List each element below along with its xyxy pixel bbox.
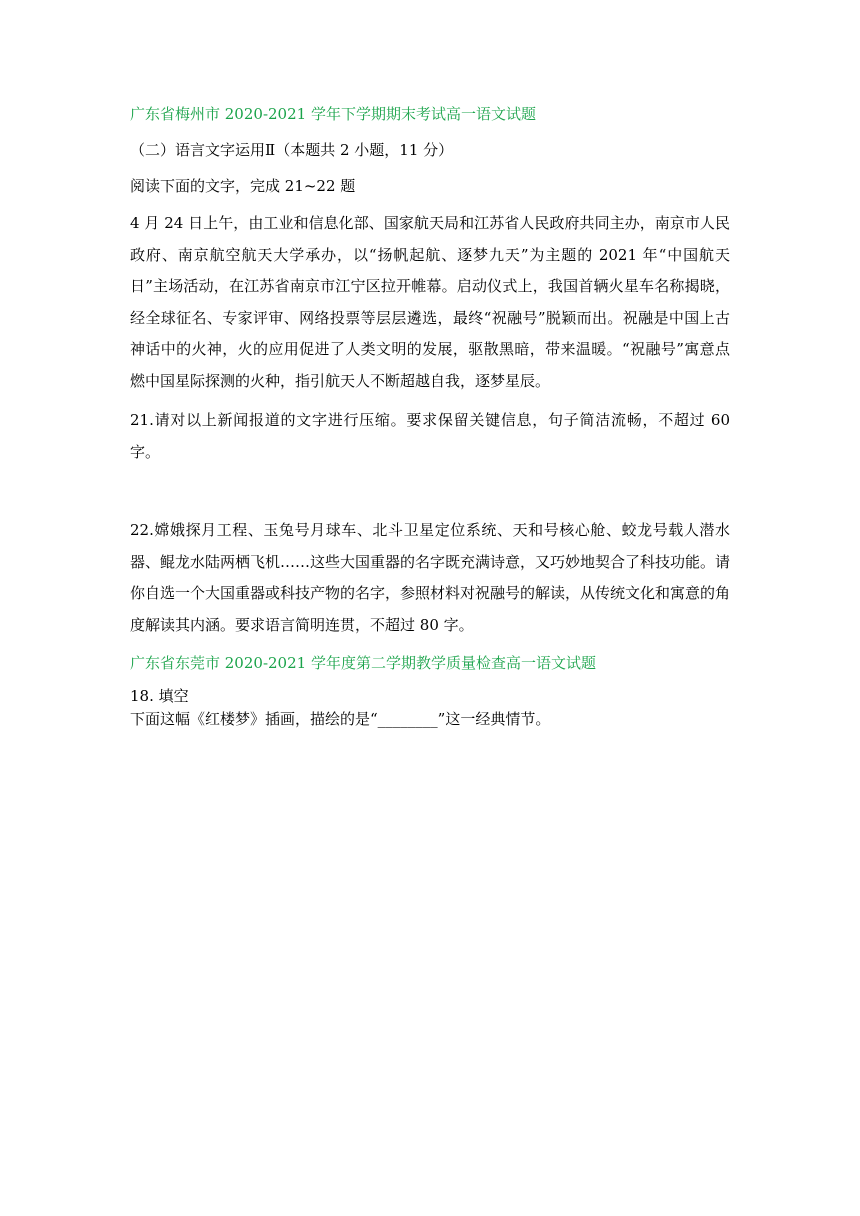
source-title-dongguan: 广东省东莞市 2020-2021 学年度第二学期教学质量检查高一语文试题 <box>130 654 596 672</box>
question-18-label: 18. 填空 <box>130 687 189 705</box>
spacer <box>130 128 730 136</box>
answer-space <box>130 468 730 515</box>
news-passage: 4 月 24 日上午，由工业和信息化部、国家航天局和江苏省人民政府共同主办，南京市人民政府、南京航空航天大学承办，以“扬帆起航、逐梦九天”为主题的 2021 年“中国航天日”主场活动，在江苏省南京市江宁区拉开帷幕。启动仪式上，我国首辆火星车名称揭晓，经全球征名、专家评审、网络投票等层层遴选，最终“祝融号”脱颖而出。祝融是中国上古神话中的火神，火的应用促进了人类文明的发展，驱散黑暗，带来温暖。“祝融号”寓意点燃中国星际探测的火种，指引航天人不断超越自我，逐梦星辰。 <box>130 214 730 390</box>
spacer <box>130 397 730 405</box>
question-22: 22.嫦娥探月工程、玉兔号月球车、北斗卫星定位系统、天和号核心舱、蛟龙号载人潜水器、鲲龙水陆两栖飞机……这些大国重器的名字既充满诗意，又巧妙地契合了科技功能。请你自选一个大国重器或科技产物的名字，参照材料对祝融号的解读，从传统文化和寓意的角度解读其内涵。要求语言简明连贯，不超过 80 字。 <box>130 521 731 634</box>
question-18-text: 下面这幅《红楼梦》插画，描绘的是“________”这一经典情节。 <box>130 710 551 728</box>
section-heading: （二）语言文字运用Ⅱ（本题共 2 小题，11 分） <box>130 141 454 159</box>
source-title-meizhou: 广东省梅州市 2020-2021 学年下学期期末考试高一语文试题 <box>130 105 536 123</box>
spacer <box>130 677 730 685</box>
spacer <box>130 200 730 208</box>
spacer <box>130 164 730 172</box>
reading-instruction: 阅读下面的文字，完成 21~22 题 <box>130 177 356 195</box>
question-21: 21.请对以上新闻报道的文字进行压缩。要求保留关键信息，句子简洁流畅，不超过 60 字。 <box>130 411 730 461</box>
document-content <box>130 100 730 731</box>
spacer <box>130 641 730 649</box>
